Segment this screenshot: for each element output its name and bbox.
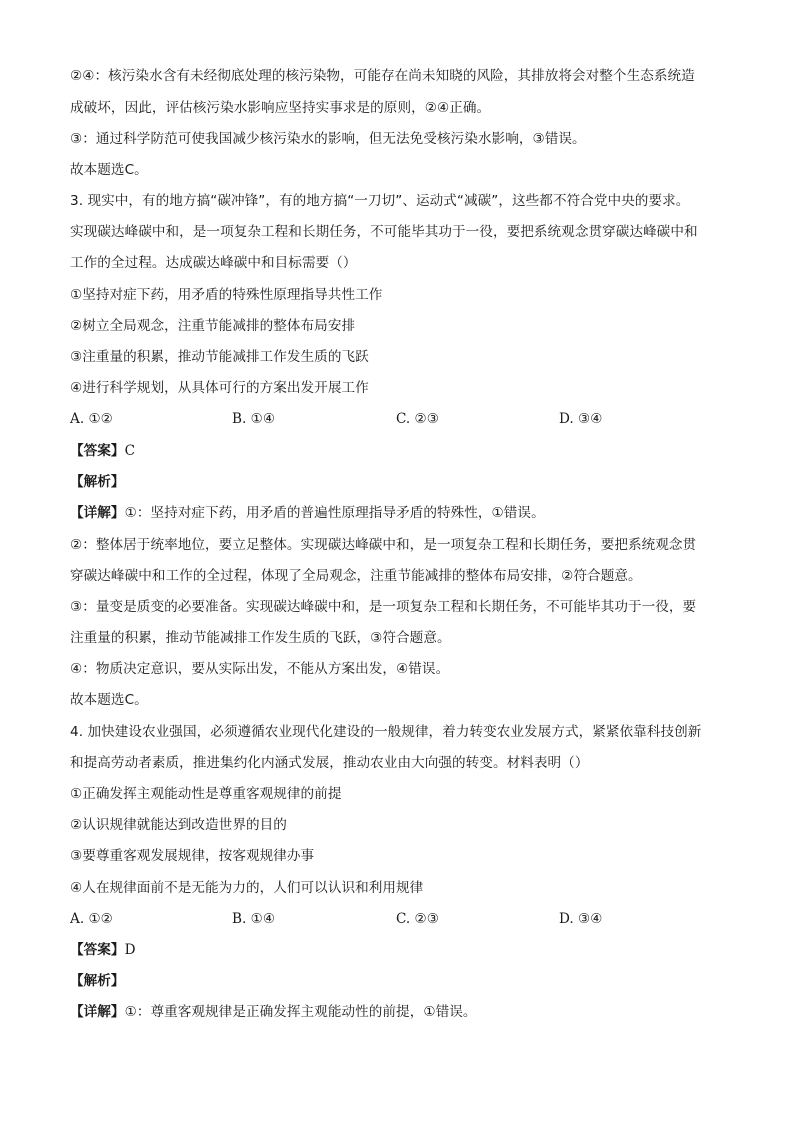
answer-value: C: [124, 443, 136, 459]
text-line: 注重量的积累，推动节能减排工作发生质的飞跃，③符合题意。: [70, 630, 451, 646]
question-3-stem: 3. 现实中，有的地方搞“碳冲锋”，有的地方搞“一刀切”、运动式“减碳”，这些都不符合党中央的要求。: [70, 193, 690, 209]
option-a: A. ①②: [70, 911, 113, 927]
question-4-analysis-tag: 【解析】: [70, 973, 125, 989]
question-4-statement-3: ③要尊重客观发展规律，按客观规律办事: [70, 848, 315, 864]
answer-tag: 【答案】: [70, 942, 125, 958]
question-3-detail: [70, 504, 730, 522]
question-3-stem: 实现碳达峰碳中和，是一项复杂工程和长期任务，不可能毕其功于一役，要把系统观念贯穿碳达峰碳中和: [70, 224, 698, 240]
question-4-answer: [70, 941, 730, 959]
question-4-detail: [70, 1003, 730, 1021]
question-4-statement-4: ④人在规律面前不是无能为力的，人们可以认识和利用规律: [70, 880, 424, 896]
text-line: 成破坏，因此，评估核污染水影响应坚持实事求是的原则，②④正确。: [70, 100, 491, 116]
question-3-answer: [70, 442, 730, 460]
text-line: ②：整体居于统率地位，要立足整体。实现碳达峰碳中和，是一项复杂工程和长期任务，要把系统观念贯: [70, 537, 697, 553]
detail-tag: 【详解】: [70, 1004, 125, 1020]
answer-tag: 【答案】: [70, 443, 125, 459]
question-3-statement-3: ③注重量的积累，推动节能减排工作发生质的飞跃: [70, 349, 369, 365]
question-4-statement-2: ②认识规律就能达到改造世界的目的: [70, 817, 287, 833]
question-3-stem: 工作的全过程。达成碳达峰碳中和目标需要（）: [70, 255, 357, 271]
text-line: ③：通过科学防范可使我国减少核污染水的影响，但无法免受核污染水影响，③错误。: [70, 131, 586, 147]
option-c: C. ②③: [396, 911, 439, 927]
option-a: A. ①②: [70, 411, 113, 427]
option-b: B. ①④: [232, 411, 276, 427]
question-3-statement-2: ②树立全局观念，注重节能减排的整体布局安排: [70, 318, 356, 334]
question-3-statement-1: ①坚持对症下药，用矛盾的特殊性原理指导共性工作: [70, 287, 383, 303]
detail-text: ①：坚持对症下药，用矛盾的普遍性原理指导矛盾的特殊性，①错误。: [124, 505, 545, 521]
text-line: 故本题选C。: [70, 692, 148, 708]
text-line: ③：量变是质变的必要准备。实现碳达峰碳中和，是一项复杂工程和长期任务，不可能毕其功于一役，要: [70, 599, 697, 615]
option-d: D. ③④: [559, 411, 603, 427]
text-line: ④：物质决定意识，要从实际出发，不能从方案出发，④错误。: [70, 661, 450, 677]
question-3-options: [70, 410, 730, 428]
question-4-stem: 和提高劳动者素质，推进集约化内涵式发展，推动农业由大向强的转变。材料表明（）: [70, 755, 589, 771]
option-d: D. ③④: [559, 911, 603, 927]
text-line: 故本题选C。: [70, 162, 148, 178]
question-4-options: [70, 910, 730, 928]
text-line: ②④：核污染水含有未经彻底处理的核污染物，可能存在尚未知晓的风险，其排放将会对整个生态系统造: [70, 68, 695, 84]
detail-text: ①：尊重客观规律是正确发挥主观能动性的前提，①错误。: [124, 1004, 477, 1020]
option-c: C. ②③: [396, 411, 439, 427]
question-4-statement-1: ①正确发挥主观能动性是尊重客观规律的前提: [70, 786, 342, 802]
detail-tag: 【详解】: [70, 505, 125, 521]
question-3-statement-4: ④进行科学规划，从具体可行的方案出发开展工作: [70, 380, 369, 396]
option-b: B. ①④: [232, 911, 276, 927]
text-line: 穿碳达峰碳中和工作的全过程，体现了全局观念，注重节能减排的整体布局安排，②符合题意。: [70, 568, 642, 584]
answer-value: D: [124, 942, 136, 958]
question-3-analysis-tag: 【解析】: [70, 474, 125, 490]
question-4-stem: 4. 加快建设农业强国，必须遵循农业现代化建设的一般规律，着力转变农业发展方式，紧紧依靠科技创新: [70, 724, 702, 740]
